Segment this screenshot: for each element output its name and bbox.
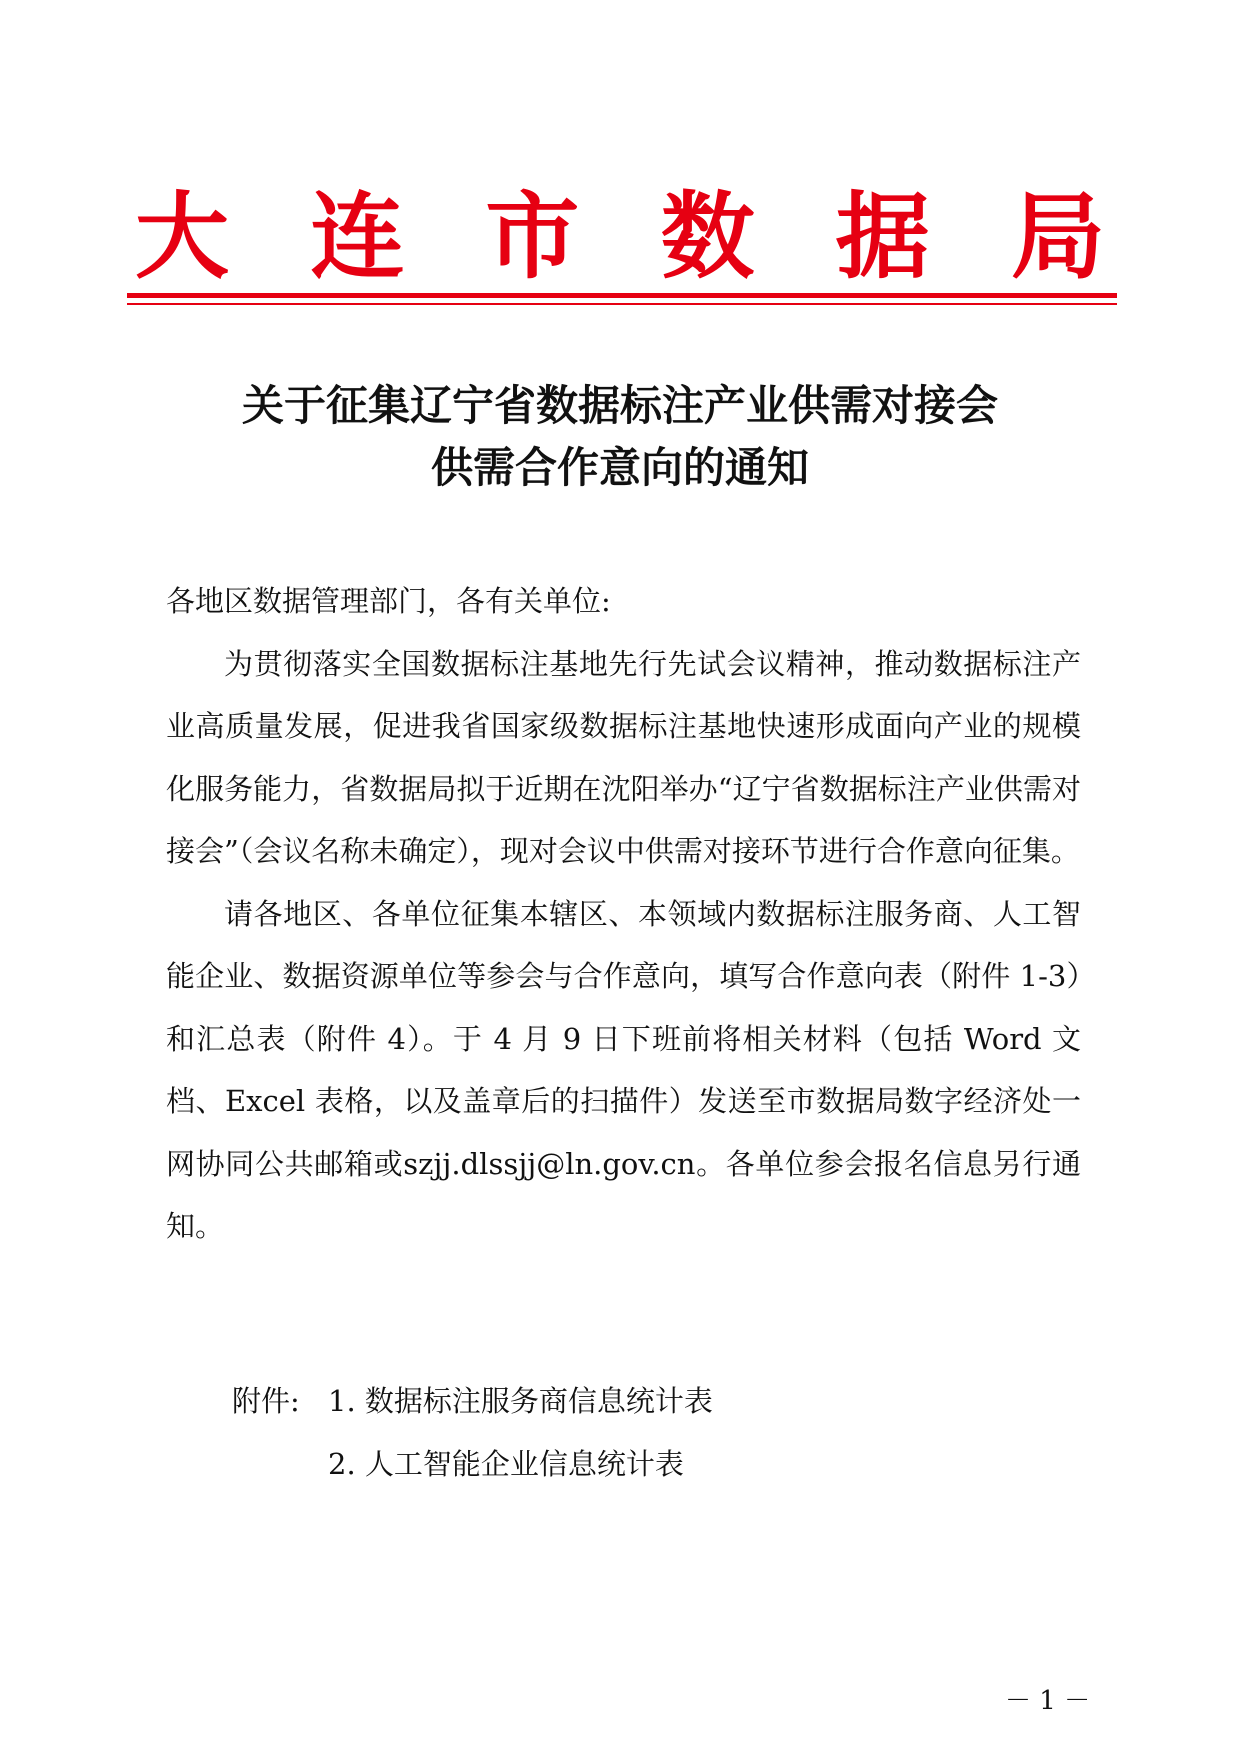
attachments-list <box>232 1370 713 1496</box>
document-title-line-1: 关于征集辽宁省数据标注产业供需对接会 <box>241 381 998 430</box>
document-title-line-2: 供需合作意向的通知 <box>430 443 809 492</box>
header-red-rule-thick <box>127 293 1117 298</box>
header-char: 大 <box>135 182 230 292</box>
header-char: 连 <box>310 182 405 292</box>
attachment-row <box>232 1370 713 1433</box>
header-char: 局 <box>1010 182 1105 292</box>
body-paragraph-1: 为贯彻落实全国数据标注基地先行先试会议精神，推动数据标注产业高质量发展，促进我省国家级数据标注基地快速形成面向产业的规模化服务能力，省数据局拟于近期在沈阳举办“辽宁省数据标注产业供需对接会”（会议名称未确定），现对会议中供需对接环节进行合作意向征集。 <box>166 646 1081 868</box>
document-title <box>150 375 1090 499</box>
document-body <box>166 570 1081 1258</box>
attachment-row <box>232 1433 713 1496</box>
header-red-rule-thin <box>127 303 1117 305</box>
body-paragraph-2: 请各地区、各单位征集本辖区、本领域内数据标注服务商、人工智能企业、数据资源单位等参会与合作意向，填写合作意向表（附件 1-3）和汇总表（附件 4）。于 4 月 9 日下班前将相关材料（包括 Word 文档、Excel 表格，以及盖章后的扫描件）发送至市数据局数字经济处一网协同公共邮箱或szjj.dlssjj@ln.gov.cn。各单位参会报名信息另行通知。 <box>166 896 1081 1243</box>
header-char: 数 <box>660 182 755 292</box>
salutation: 各地区数据管理部门，各有关单位: <box>166 584 611 618</box>
attachment-item-1: 1. 数据标注服务商信息统计表 <box>328 1384 713 1418</box>
header-char: 市 <box>485 182 580 292</box>
attachments-label: 附件: <box>232 1384 300 1418</box>
header-char: 据 <box>835 182 930 292</box>
issuing-authority-header <box>125 182 1115 292</box>
page-number: － 1 － <box>1005 1686 1091 1716</box>
attachment-item-2: 2. 人工智能企业信息统计表 <box>328 1447 684 1481</box>
